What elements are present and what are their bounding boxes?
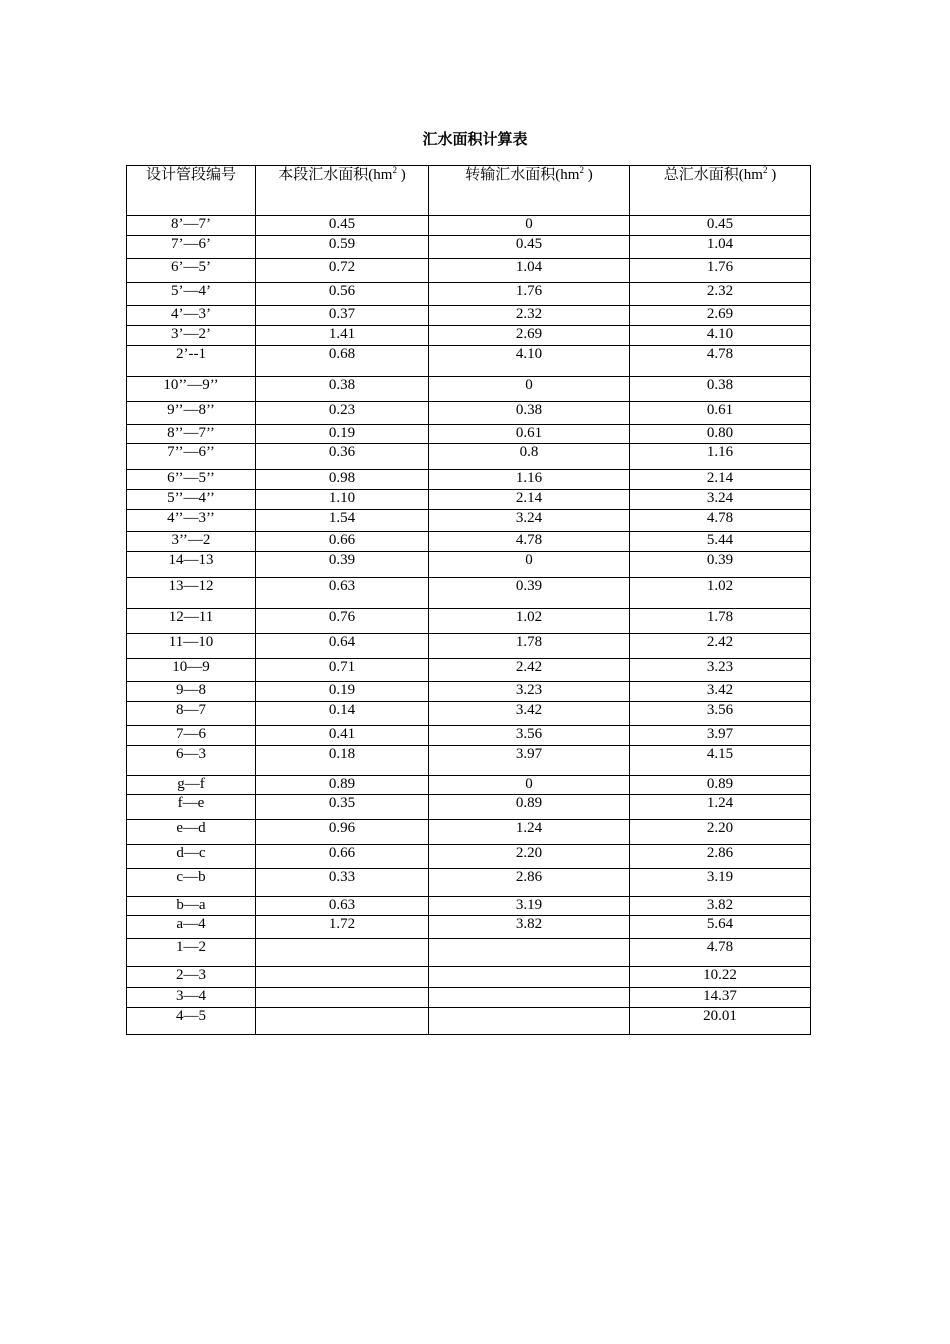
segment-id-cell: 7’’—6’’ — [127, 444, 256, 470]
table-row — [127, 444, 811, 470]
table-row — [127, 702, 811, 726]
table-row — [127, 346, 811, 377]
segment-id-cell: f—e — [127, 795, 256, 820]
segment-id-cell: a—4 — [127, 916, 256, 939]
table-row — [127, 776, 811, 795]
local-area-cell: 0.18 — [256, 746, 429, 776]
total-area-cell: 4.78 — [630, 939, 811, 967]
segment-id-cell: 14—13 — [127, 552, 256, 578]
local-area-cell: 0.72 — [256, 259, 429, 283]
transfer-area-cell: 0 — [429, 776, 630, 795]
segment-id-cell: 4’—3’ — [127, 306, 256, 326]
total-area-cell: 1.04 — [630, 236, 811, 259]
total-area-cell: 2.14 — [630, 470, 811, 490]
transfer-area-cell: 3.82 — [429, 916, 630, 939]
transfer-area-cell: 0.45 — [429, 236, 630, 259]
table-row — [127, 510, 811, 532]
segment-id-cell: c—b — [127, 869, 256, 897]
total-area-cell: 1.02 — [630, 578, 811, 609]
transfer-area-cell — [429, 1008, 630, 1035]
table-row — [127, 726, 811, 746]
local-area-cell: 0.23 — [256, 402, 429, 425]
transfer-area-cell: 0.89 — [429, 795, 630, 820]
table-row — [127, 377, 811, 402]
total-area-cell: 0.45 — [630, 216, 811, 236]
local-area-cell: 1.72 — [256, 916, 429, 939]
segment-id-cell: 1—2 — [127, 939, 256, 967]
segment-id-cell: 4—5 — [127, 1008, 256, 1035]
table-row — [127, 490, 811, 510]
local-area-cell: 0.19 — [256, 682, 429, 702]
table-row — [127, 939, 811, 967]
segment-id-cell: 10—9 — [127, 659, 256, 682]
local-area-cell: 0.14 — [256, 702, 429, 726]
local-area-cell: 0.38 — [256, 377, 429, 402]
local-area-cell: 0.41 — [256, 726, 429, 746]
table-row — [127, 682, 811, 702]
local-area-cell: 0.63 — [256, 578, 429, 609]
table-row — [127, 236, 811, 259]
header-transfer-area: 转输汇水面积($hm^2$ ) — [429, 166, 630, 216]
transfer-area-cell: 4.10 — [429, 346, 630, 377]
segment-id-cell: 6’’—5’’ — [127, 470, 256, 490]
table-row — [127, 967, 811, 988]
transfer-area-cell: 4.78 — [429, 532, 630, 552]
header-total-area: 总汇水面积($hm^2$ ) — [630, 166, 811, 216]
local-area-cell: 0.89 — [256, 776, 429, 795]
table-row — [127, 1008, 811, 1035]
table-row — [127, 988, 811, 1008]
local-area-cell: 0.39 — [256, 552, 429, 578]
segment-id-cell: 5’’—4’’ — [127, 490, 256, 510]
transfer-area-cell: 2.69 — [429, 326, 630, 346]
table-row — [127, 916, 811, 939]
segment-id-cell: 6—3 — [127, 746, 256, 776]
local-area-cell: 0.37 — [256, 306, 429, 326]
total-area-cell: 2.20 — [630, 820, 811, 845]
segment-id-cell: d—c — [127, 845, 256, 869]
total-area-cell: 3.24 — [630, 490, 811, 510]
total-area-cell: 0.39 — [630, 552, 811, 578]
total-area-cell: 4.78 — [630, 346, 811, 377]
total-area-cell: 3.42 — [630, 682, 811, 702]
transfer-area-cell: 3.97 — [429, 746, 630, 776]
local-area-cell: 0.56 — [256, 283, 429, 306]
segment-id-cell: 8’’—7’’ — [127, 425, 256, 444]
local-area-cell: 0.33 — [256, 869, 429, 897]
table-row — [127, 845, 811, 869]
table-row — [127, 634, 811, 659]
transfer-area-cell — [429, 988, 630, 1008]
table-row — [127, 306, 811, 326]
segment-id-cell: 6’—5’ — [127, 259, 256, 283]
local-area-cell: 1.54 — [256, 510, 429, 532]
transfer-area-cell: 1.24 — [429, 820, 630, 845]
table-title: 汇水面积计算表 — [422, 132, 528, 148]
segment-id-cell: 7—6 — [127, 726, 256, 746]
catchment-area-table — [126, 165, 811, 1035]
transfer-area-cell: 1.04 — [429, 259, 630, 283]
local-area-cell: 0.68 — [256, 346, 429, 377]
segment-id-cell: g—f — [127, 776, 256, 795]
local-area-cell — [256, 939, 429, 967]
total-area-cell: 0.38 — [630, 377, 811, 402]
segment-id-cell: 5’—4’ — [127, 283, 256, 306]
segment-id-cell: e—d — [127, 820, 256, 845]
table-row — [127, 552, 811, 578]
local-area-cell: 0.71 — [256, 659, 429, 682]
local-area-cell: 0.98 — [256, 470, 429, 490]
total-area-cell: 2.32 — [630, 283, 811, 306]
local-area-cell: 0.19 — [256, 425, 429, 444]
total-area-cell: 14.37 — [630, 988, 811, 1008]
segment-id-cell: 13—12 — [127, 578, 256, 609]
transfer-area-cell — [429, 967, 630, 988]
table-row — [127, 283, 811, 306]
local-area-cell: 0.66 — [256, 845, 429, 869]
transfer-area-cell: 1.78 — [429, 634, 630, 659]
transfer-area-cell: 2.86 — [429, 869, 630, 897]
segment-id-cell: 11—10 — [127, 634, 256, 659]
table-row — [127, 326, 811, 346]
transfer-area-cell: 2.42 — [429, 659, 630, 682]
table-row — [127, 659, 811, 682]
transfer-area-cell: 1.16 — [429, 470, 630, 490]
total-area-cell: 4.15 — [630, 746, 811, 776]
segment-id-cell: 8—7 — [127, 702, 256, 726]
segment-id-cell: b—a — [127, 897, 256, 916]
total-area-cell: 3.97 — [630, 726, 811, 746]
table-row — [127, 795, 811, 820]
segment-id-cell: 3—4 — [127, 988, 256, 1008]
transfer-area-cell: 0.61 — [429, 425, 630, 444]
table-row — [127, 578, 811, 609]
total-area-cell: 2.69 — [630, 306, 811, 326]
local-area-cell: 0.64 — [256, 634, 429, 659]
segment-id-cell: 2—3 — [127, 967, 256, 988]
total-area-cell: 0.80 — [630, 425, 811, 444]
local-area-cell: 0.76 — [256, 609, 429, 634]
total-area-cell: 2.42 — [630, 634, 811, 659]
total-area-cell: 3.56 — [630, 702, 811, 726]
segment-id-cell: 9—8 — [127, 682, 256, 702]
total-area-cell: 1.24 — [630, 795, 811, 820]
total-area-cell: 1.16 — [630, 444, 811, 470]
local-area-cell — [256, 1008, 429, 1035]
local-area-cell: 0.36 — [256, 444, 429, 470]
table-row — [127, 470, 811, 490]
transfer-area-cell: 0.38 — [429, 402, 630, 425]
table-row — [127, 259, 811, 283]
table-row — [127, 425, 811, 444]
transfer-area-cell: 3.24 — [429, 510, 630, 532]
table-row — [127, 402, 811, 425]
transfer-area-cell: 0 — [429, 552, 630, 578]
local-area-cell: 1.10 — [256, 490, 429, 510]
transfer-area-cell: 3.19 — [429, 897, 630, 916]
local-area-cell: 0.66 — [256, 532, 429, 552]
local-area-cell: 0.45 — [256, 216, 429, 236]
table-row — [127, 746, 811, 776]
transfer-area-cell: 0 — [429, 377, 630, 402]
total-area-cell: 2.86 — [630, 845, 811, 869]
local-area-cell: 1.41 — [256, 326, 429, 346]
total-area-cell: 3.19 — [630, 869, 811, 897]
segment-id-cell: 9’’—8’’ — [127, 402, 256, 425]
transfer-area-cell: 0.39 — [429, 578, 630, 609]
transfer-area-cell: 3.56 — [429, 726, 630, 746]
table-row — [127, 532, 811, 552]
segment-id-cell: 7’—6’ — [127, 236, 256, 259]
total-area-cell: 4.78 — [630, 510, 811, 532]
transfer-area-cell: 0.8 — [429, 444, 630, 470]
transfer-area-cell: 2.14 — [429, 490, 630, 510]
segment-id-cell: 4’’—3’’ — [127, 510, 256, 532]
segment-id-cell: 2’--1 — [127, 346, 256, 377]
total-area-cell: 1.78 — [630, 609, 811, 634]
total-area-cell: 4.10 — [630, 326, 811, 346]
total-area-cell: 5.64 — [630, 916, 811, 939]
header-segment-id: 设计管段编号 — [127, 166, 256, 216]
segment-id-cell: 8’—7’ — [127, 216, 256, 236]
total-area-cell: 0.89 — [630, 776, 811, 795]
table-row — [127, 609, 811, 634]
local-area-cell: 0.59 — [256, 236, 429, 259]
local-area-cell — [256, 988, 429, 1008]
segment-id-cell: 10’’—9’’ — [127, 377, 256, 402]
header-local-area: 本段汇水面积($hm^2$ ) — [256, 166, 429, 216]
transfer-area-cell: 3.42 — [429, 702, 630, 726]
transfer-area-cell: 2.32 — [429, 306, 630, 326]
transfer-area-cell: 2.20 — [429, 845, 630, 869]
transfer-area-cell: 1.02 — [429, 609, 630, 634]
total-area-cell: 3.82 — [630, 897, 811, 916]
table-header-row — [127, 166, 811, 216]
local-area-cell: 0.35 — [256, 795, 429, 820]
table-row — [127, 820, 811, 845]
transfer-area-cell: 3.23 — [429, 682, 630, 702]
local-area-cell: 0.96 — [256, 820, 429, 845]
table-row — [127, 216, 811, 236]
segment-id-cell: 3’’—2 — [127, 532, 256, 552]
total-area-cell: 20.01 — [630, 1008, 811, 1035]
transfer-area-cell: 0 — [429, 216, 630, 236]
total-area-cell: 1.76 — [630, 259, 811, 283]
table-row — [127, 869, 811, 897]
transfer-area-cell: 1.76 — [429, 283, 630, 306]
segment-id-cell: 12—11 — [127, 609, 256, 634]
transfer-area-cell — [429, 939, 630, 967]
local-area-cell: 0.63 — [256, 897, 429, 916]
total-area-cell: 3.23 — [630, 659, 811, 682]
table-row — [127, 897, 811, 916]
local-area-cell — [256, 967, 429, 988]
total-area-cell: 10.22 — [630, 967, 811, 988]
total-area-cell: 0.61 — [630, 402, 811, 425]
segment-id-cell: 3’—2’ — [127, 326, 256, 346]
total-area-cell: 5.44 — [630, 532, 811, 552]
